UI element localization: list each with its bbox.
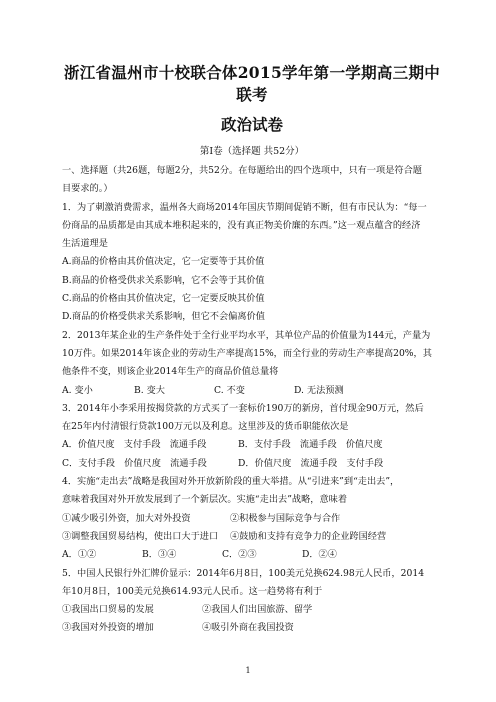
exam-subject-title: 政治试卷 bbox=[220, 115, 283, 134]
instructions-line: 一、选择题（共26题，每题2分，共52分。在每题给出的四个选项中，只有一项是符合题 bbox=[62, 165, 422, 176]
q1-option-d: D.商品的价格受供求关系影响，但它不会偏离价值 bbox=[62, 311, 265, 323]
q1-stem-line: 1．为了刺激消费需求，温州各大商场2014年国庆节期间促销不断，但有市民认为：“每一 bbox=[62, 201, 427, 213]
q5-items-row bbox=[62, 619, 442, 637]
q4-stem-line: 4．实施“走出去”战略是我国对外开放新阶段的重大举措。从“引进来”到“走出去”， bbox=[62, 476, 400, 488]
q4-option-a: A．①② bbox=[62, 549, 97, 561]
q3-option-a: A．价值尺度 支付手段 流通手段 bbox=[62, 439, 207, 451]
q5-item-2: ②我国人们出国旅游、留学 bbox=[202, 604, 313, 616]
q4-item-3: ③调整我国贸易结构，使出口大于进口 bbox=[62, 530, 219, 542]
q2-option-b: B. 变大 bbox=[134, 384, 165, 396]
q4-option-c: C．②③ bbox=[222, 549, 257, 561]
q3-options-row bbox=[62, 455, 442, 473]
instructions-line: 目要求的。） bbox=[62, 183, 113, 195]
q4-items-row bbox=[62, 528, 442, 546]
page-number: 1 bbox=[245, 666, 251, 675]
q3-stem-line: 在25年内付清银行贷款100万元以及利息。这里涉及的货币职能依次是 bbox=[62, 421, 349, 433]
q2-option-a: A. 变小 bbox=[62, 384, 93, 396]
q3-stem-line: 3．2014年小李采用按揭贷款的方式买了一套标价190万的新房，首付现金90万元，然后 bbox=[62, 402, 424, 414]
q2-options bbox=[62, 382, 442, 400]
q4-item-4: ④鼓励和支持有竞争力的企业跨国经营 bbox=[230, 530, 387, 542]
q2-stem-line: 2．2013年某企业的生产条件处于全行业平均水平，其单位产品的价值量为144元，产量为 bbox=[62, 329, 431, 341]
q1-option-b: B.商品的价格受供求关系影响，它不会等于其价值 bbox=[62, 274, 265, 286]
q3-options-row bbox=[62, 436, 442, 454]
q4-item-2: ②积极参与国际竞争与合作 bbox=[230, 512, 341, 524]
q1-stem-line: 份商品的品质都是由其成本堆积起来的，没有真正物美价廉的东西。”这一观点蕴含的经济 bbox=[62, 219, 421, 231]
q4-options bbox=[62, 546, 442, 564]
q1-option-a: A.商品的价格由其价值决定，它一定要等于其价值 bbox=[62, 256, 265, 268]
q3-option-b: B．支付手段 流通手段 价值尺度 bbox=[238, 439, 383, 451]
q2-option-d: D. 无法预测 bbox=[294, 384, 344, 396]
q4-option-d: D．②④ bbox=[302, 549, 337, 561]
q5-item-1: ①我国出口贸易的发展 bbox=[62, 604, 154, 616]
q4-items-row bbox=[62, 510, 442, 528]
q5-item-4: ④吸引外商在我国投资 bbox=[202, 622, 294, 634]
q2-stem-line: 他条件不变，则该企业2014年生产的商品价值总量将 bbox=[62, 366, 279, 378]
q5-item-3: ③我国对外投资的增加 bbox=[62, 622, 154, 634]
q5-stem-line: 年10月8日，100美元兑换614.93元人民币。这一趋势将有利于 bbox=[62, 585, 323, 597]
q4-item-1: ①减少吸引外资，加大对外投资 bbox=[62, 512, 191, 524]
q1-option-c: C.商品的价格由其价值决定，它一定要反映其价值 bbox=[62, 293, 265, 305]
q5-stem-line: 5．中国人民银行外汇牌价显示：2014年6月8日，100美元兑换624.98元人民币，2014 bbox=[62, 567, 425, 579]
q2-option-c: C. 不变 bbox=[214, 384, 245, 396]
q3-option-d: D．价值尺度 流通手段 支付手段 bbox=[238, 457, 384, 469]
exam-title: 浙江省温州市十校联合体2015学年第一学期高三期中联考 bbox=[63, 63, 441, 104]
q4-option-b: B．③④ bbox=[142, 549, 177, 561]
q4-stem-line: 意味着我国对外开放发展到了一个新层次。实施“走出去”战略，意味着 bbox=[62, 494, 348, 506]
section-heading: 第Ⅰ卷（选择题 共52分） bbox=[199, 146, 305, 157]
q3-option-c: C．支付手段 价值尺度 流通手段 bbox=[62, 457, 207, 469]
q5-items-row bbox=[62, 601, 442, 619]
q2-stem-line: 10万件。如果2014年该企业的劳动生产率提高15%，而全行业的劳动生产率提高20%，其 bbox=[62, 347, 432, 359]
q1-stem-line: 生活道理是 bbox=[62, 238, 108, 250]
